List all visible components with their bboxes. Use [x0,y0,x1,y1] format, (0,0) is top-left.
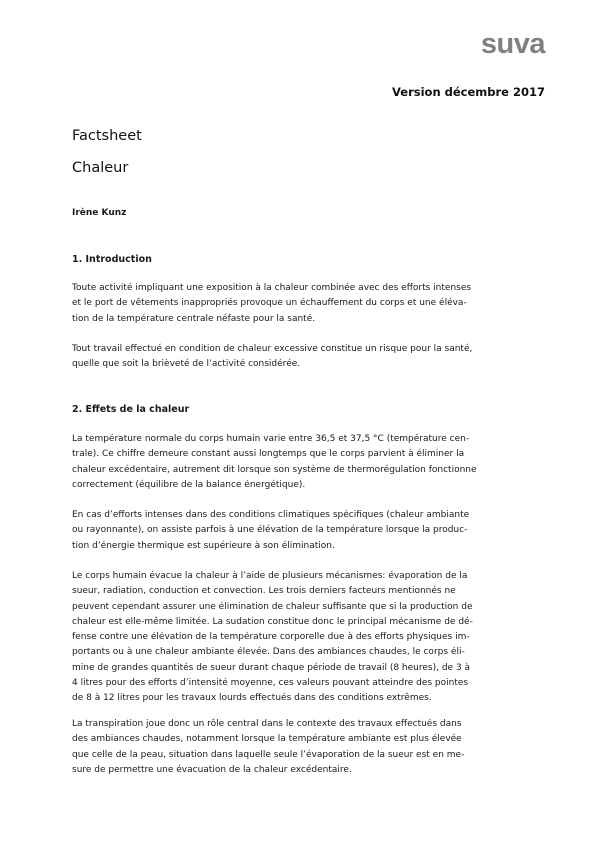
text-line: La transpiration joue donc un rôle central dans le contexte des travaux effectués dans [72,719,462,729]
version-label: Version décembre 2017 [392,85,545,99]
text-line: sure de permettre une évacuation de la chaleur excédentaire. [72,764,352,775]
text-line: de 8 à 12 litres pour les travaux lourds effectués dans des conditions extrêmes. [72,693,432,704]
suva-logo: suva [480,28,545,60]
paragraph [72,432,522,493]
text-line: correctement (équilibre de la balance énergétique). [72,479,306,490]
text-line: ou rayonnante), on assiste parfois à une élévation de la température lorsque la produc- [72,525,468,536]
section-heading-introduction: 1. Introduction [72,254,152,265]
text-line: Tout travail effectué en condition de chaleur excessive constitue un risque pour la santé, [72,344,473,354]
section-heading-effets: 2. Effets de la chaleur [72,404,190,415]
text-line: et le port de vêtements inappropriés provoque un échauffement du corps et une éléva- [72,298,467,309]
paragraph [72,342,522,373]
doc-type-label: Factsheet [72,128,142,144]
text-line: tion de la température centrale néfaste pour la santé. [72,313,316,324]
text-line: des ambiances chaudes, notamment lorsque la température ambiante est plus élevée [72,734,462,745]
text-line: sueur, radiation, conduction et convection. Les trois derniers facteurs mentionnés ne [72,586,456,597]
paragraph [72,717,522,778]
text-line: En cas d’efforts intenses dans des conditions climatiques spécifiques (chaleur ambiante [72,510,470,520]
text-line: chaleur excédentaire, autrement dit lorsque son système de thermorégulation fonctionne [72,464,477,475]
text-line: quelle que soit la brièveté de l’activité considérée. [72,359,301,370]
text-line: La température normale du corps humain varie entre 36,5 et 37,5 °C (température cen- [72,434,470,444]
text-line: 4 litres pour des efforts d’intensité moyenne, ces valeurs pouvant atteindre des pointes [72,678,469,689]
paragraph [72,508,522,554]
text-line: que celle de la peau, situation dans laquelle seule l’évaporation de la sueur est en me- [72,749,465,760]
text-line: fense contre une élévation de la température corporelle due à des efforts physiques im- [72,632,470,643]
text-line: mine de grandes quantités de sueur durant chaque période de travail (8 heures), de 3 à [72,662,471,673]
author-name: Irène Kunz [72,208,127,218]
text-line: Toute activité impliquant une exposition à la chaleur combinée avec des efforts intenses [72,283,472,293]
text-line: chaleur est elle-même limitée. La sudation constitue donc le principal mécanisme de dé- [72,616,473,627]
text-line: portants ou à une chaleur ambiante élevée. Dans des ambiances chaudes, le corps éli- [72,647,465,658]
text-line: trale). Ce chiffre demeure constant aussi longtemps que le corps parvient à éliminer la [72,449,465,460]
doc-title: Chaleur [72,160,129,176]
text-line: tion d’énergie thermique est supérieure à son élimination. [72,540,335,551]
text-line: peuvent cependant assurer une élimination de chaleur suffisante que si la production de [72,601,473,612]
paragraph [72,569,522,707]
paragraph [72,281,522,327]
text-line: Le corps humain évacue la chaleur à l’aide de plusieurs mécanismes: évaporation de la [72,571,468,581]
